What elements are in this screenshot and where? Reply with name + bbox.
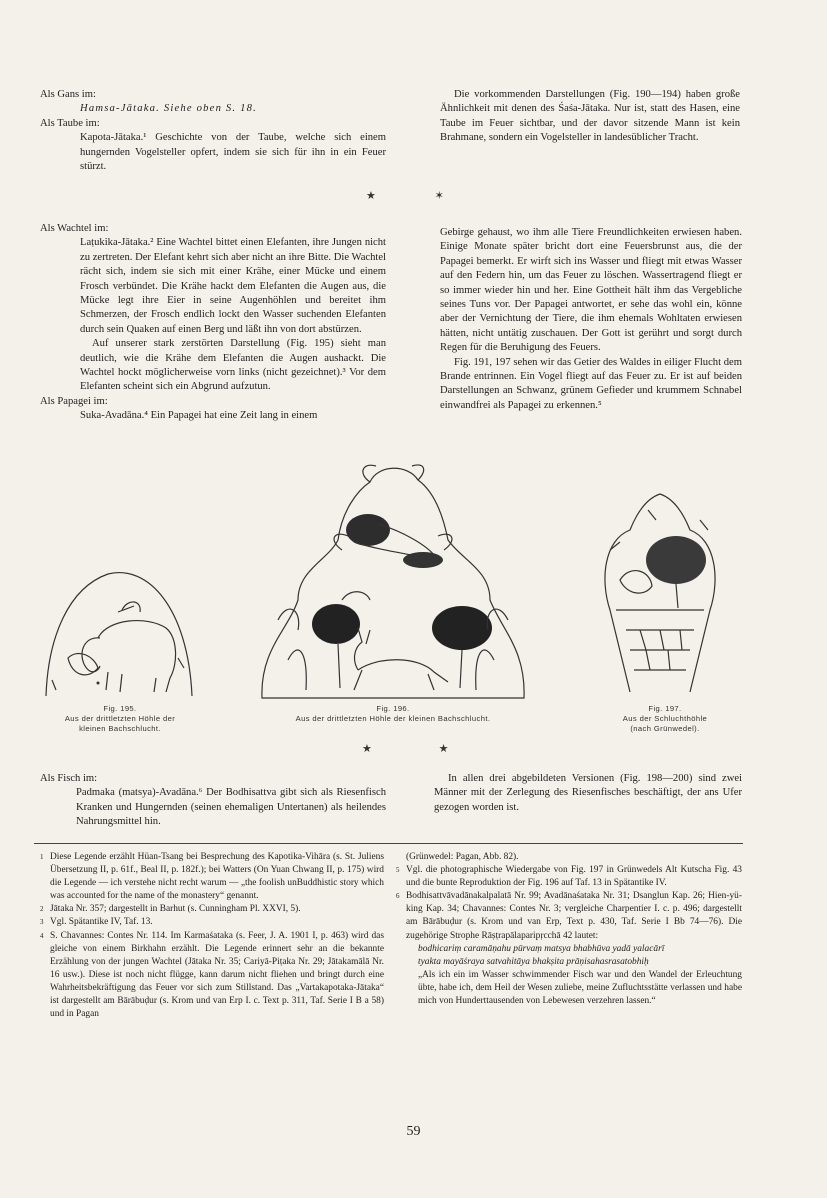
- figure-196-caption-line1: Aus der drittletzten Höhle der kleinen Bachschlucht.: [295, 714, 491, 723]
- top-left-column: [40, 88, 386, 174]
- figure-195-caption-line2: kleinen Bachschlucht.: [79, 724, 161, 733]
- bottom-left-column: [40, 772, 386, 830]
- hamsa-jataka-line: Hamsa-Jātaka. Siehe oben S. 18.: [80, 103, 257, 115]
- page-number: 59: [406, 1124, 421, 1139]
- heading-gans: Als Gans im:: [40, 89, 96, 100]
- figure-197-caption-line1: Aus der Schluchthöhle: [622, 714, 708, 723]
- footnote-rule: [34, 843, 743, 844]
- fig195-discussion: Auf unserer stark zerstörten Darstellung (Fig. 195) sieht man deutlich, wie die Krähe dem Elefanten die Augen aushackt. Die Wachtel hockt möglicherweise vorn links (nicht gezeichnet).³ Vor dem Elefanten scheint sich ein Abgrund aufzutun.: [80, 338, 386, 393]
- footnotes-right: [396, 851, 742, 1008]
- figure-196-caption: [258, 704, 528, 724]
- top-right-column: [440, 88, 740, 146]
- verse-translation: „Als ich ein im Wasser schwimmender Fisch war und den Wandel der Erleuchtung übte, habe ich, dem Heil der Wesen zuliebe, meine Zufluchtsstätte verlassen und habe mich von Hunderttausenden von Lebewesen verzehren lassen.“: [418, 969, 742, 1007]
- footnote-4: 4 S. Chavannes: Contes Nr. 114. Im Karmaśataka (s. Feer, J. A. 1901 I, p. 463) wird das gleiche von einem Birkhahn erzählt. Die Legende erinnert sehr an die bekannte Erzählung von der jungen Wachtel (Jātaka Nr. 35; Cariyā-Piṭaka Nr. 29; Jātakamālā Nr. 16 usw.). Diese ist noch nicht flügge, kann darum nicht fliehen und bringt durch eine Wahrheitsbekräftigung das Feuer vor sich zum Stillstand. Das „Vartakapotaka-Jātaka“ ist dargestellt am Bārābuḍur (s. Krom und van Erp I. c. Text p. 311, Taf. Serie I B a 58) und in Pagan: [40, 930, 384, 1020]
- verse-line-2: tyakta mayāśraya satvahitāya bhakṣita prāṇisahasrasatobhiḥ: [418, 956, 649, 967]
- figure-196-number: Fig. 196.: [376, 704, 410, 713]
- heading-taube: Als Taube im:: [40, 117, 100, 129]
- mid-right-column: [440, 226, 742, 413]
- fig191-197-paragraph: Fig. 191, 197 sehen wir das Getier des Waldes in eiliger Flucht dem Brande entrinnen. Ein Vogel fliegt auf das Feuer zu. Er ist auf beiden Darstellungen an Schwanz, grünem Gefieder und krummem Schnabel einwandfrei als Papagei zu erkennen.⁵: [440, 356, 742, 411]
- figure-197-drawing: [590, 490, 730, 700]
- figure-196-drawing: [258, 460, 528, 700]
- footnote-4-continued: (Grünwedel: Pagan, Abb. 82).: [406, 852, 519, 862]
- verse-line-1: bodhicariṃ caramāṇahu pūrvaṃ matsya bhabhūva yadā yalacārī: [418, 943, 665, 954]
- footnote-3: 3 Vgl. Spätantike IV, Taf. 13.: [40, 917, 153, 928]
- figure-195-caption-line1: Aus der drittletzten Höhle der: [64, 714, 176, 723]
- papagei-story: Gebirge gehaust, wo ihm alle Tiere Freundlichkeiten erwiesen haben. Einige Monate später bricht dort eine Feuersbrunst aus, die der Papagei bemerkt. Er wirft sich ins Wasser und fliegt mit etwas Wasser auf den Federn hin, um das Feuer zu löschen. Wassertragend fliegt er so immer wieder hin und her. Eine Gottheit hält ihm das Vergebliche seines Tuns vor. Der Papagei antwortet, er sehe das wohl ein, könne aber der Vernichtung der Tiere, die ihm ehemals Wohltaten erwiesen hätten, nicht untätig zuschauen. Der Gott ist gerührt und sorgt durch Regen für die Beruhigung des Feuers.: [440, 227, 742, 354]
- versionen-paragraph: In allen drei abgebildeten Versionen (Fig. 198—200) sind zwei Männer mit der Zerlegung des Riesenfisches beschäftigt, der ans Ufer gezogen worden ist.: [434, 773, 742, 813]
- darstellungen-paragraph: Die vorkommenden Darstellungen (Fig. 190—194) haben große Ähnlichkeit mit denen des Śaśa-Jātaka. Nur ist, statt des Hasen, eine Taube im Feuer sichtbar, und der davor sitzende Mann ist kein Brahmane, sondern ein Vogelsteller in landesüblicher Tracht.: [440, 89, 740, 144]
- latukika-paragraph: Laṭukika-Jātaka.² Eine Wachtel bittet einen Elefanten, ihre Jungen nicht zu zertreten. Der Elefant kehrt sich aber nicht an ihre Bitte. Die Wachtel rächt sich, indem sie sich mit einer Krähe, einer Mücke und einem Frosch verbündet. Die Krähe hackt dem Elefanten die Augen aus, die Mücke legt ihre Eier in seine Augenhöhlen und bereitet ihm Schmerzen, der Frosch endlich lockt den Wasser suchenden Elefanten durch sein Quaken auf einen Berg und läßt ihn von dort abstürzen.: [80, 237, 386, 335]
- figure-divider-stars: ★ ★: [362, 743, 481, 755]
- figure-197-caption: [600, 704, 730, 734]
- bottom-right-column: [434, 772, 742, 815]
- figure-195-drawing: [38, 568, 194, 698]
- figure-195-caption: [40, 704, 200, 734]
- footnotes-left: [40, 851, 384, 1021]
- heading-fisch: Als Fisch im:: [40, 773, 98, 784]
- figure-197-caption-line2: (nach Grünwedel).: [630, 724, 700, 733]
- mid-left-column: [40, 222, 386, 424]
- figure-195-number: Fig. 195.: [103, 704, 137, 713]
- kapota-jataka-paragraph: Kapota-Jātaka.¹ Geschichte von der Taube, welche sich einem hungernden Vogelsteller opfert, indem sie sich für ihn in ein Feuer stürzt.: [80, 132, 386, 173]
- padmaka-paragraph: Padmaka (matsya)-Avadāna.⁶ Der Bodhisattva gibt sich als Riesenfisch Kranken und Hungernden (seinen ehemaligen Untertanen) als heilendes Nahrungsmittel hin.: [76, 787, 386, 828]
- footnote-1: 1 Diese Legende erzählt Hüan-Tsang bei Besprechung des Kapotika-Vihāra (s. St. Juliens Übersetzung II, p. 61f., Beal II, p. 182f.); bei Watters (On Yuan Chwang II, p. 175) wird die Legende — ich verstehe nicht recht warum — „the foolish unBuddhistic story which was accounted for the name of the monastery“ genannt.: [40, 852, 384, 902]
- suka-avadana-start: Suka-Avadāna.⁴ Ein Papagei hat eine Zeit lang in einem: [80, 410, 318, 422]
- heading-wachtel: Als Wachtel im:: [40, 223, 109, 234]
- heading-papagei: Als Papagei im:: [40, 395, 108, 407]
- footnote-5: 5 Vgl. die photographische Wiedergabe von Fig. 197 in Grünwedels Alt Kutscha Fig. 43 und die bunte Reproduktion der Fig. 196 auf Taf. 13 in Spätantike IV.: [396, 865, 742, 889]
- section-divider-stars: ★ ✶: [366, 190, 472, 202]
- figure-197-number: Fig. 197.: [648, 704, 682, 713]
- footnote-6: 6 Bodhisattvāvadānakalpalatā Nr. 99; Avadānaśataka Nr. 31; Dsanglun Kap. 26; Hien-yü-king Kap. 34; Chavannes: Contes Nr. 3; vergleiche Charpentier I. c. p. 496; dargestellt am Bārābuḍur (s. Krom und van Erp, Text p. 430, Taf. Serie I Bb 74—76). Die zugehörige Strophe Rāṣṭrapālaparipṛcchā 42 lautet:: [396, 891, 742, 941]
- footnote-2: 2 Jātaka Nr. 357; dargestellt in Barhut (s. Cunningham Pl. XXVI, 5).: [40, 904, 301, 915]
